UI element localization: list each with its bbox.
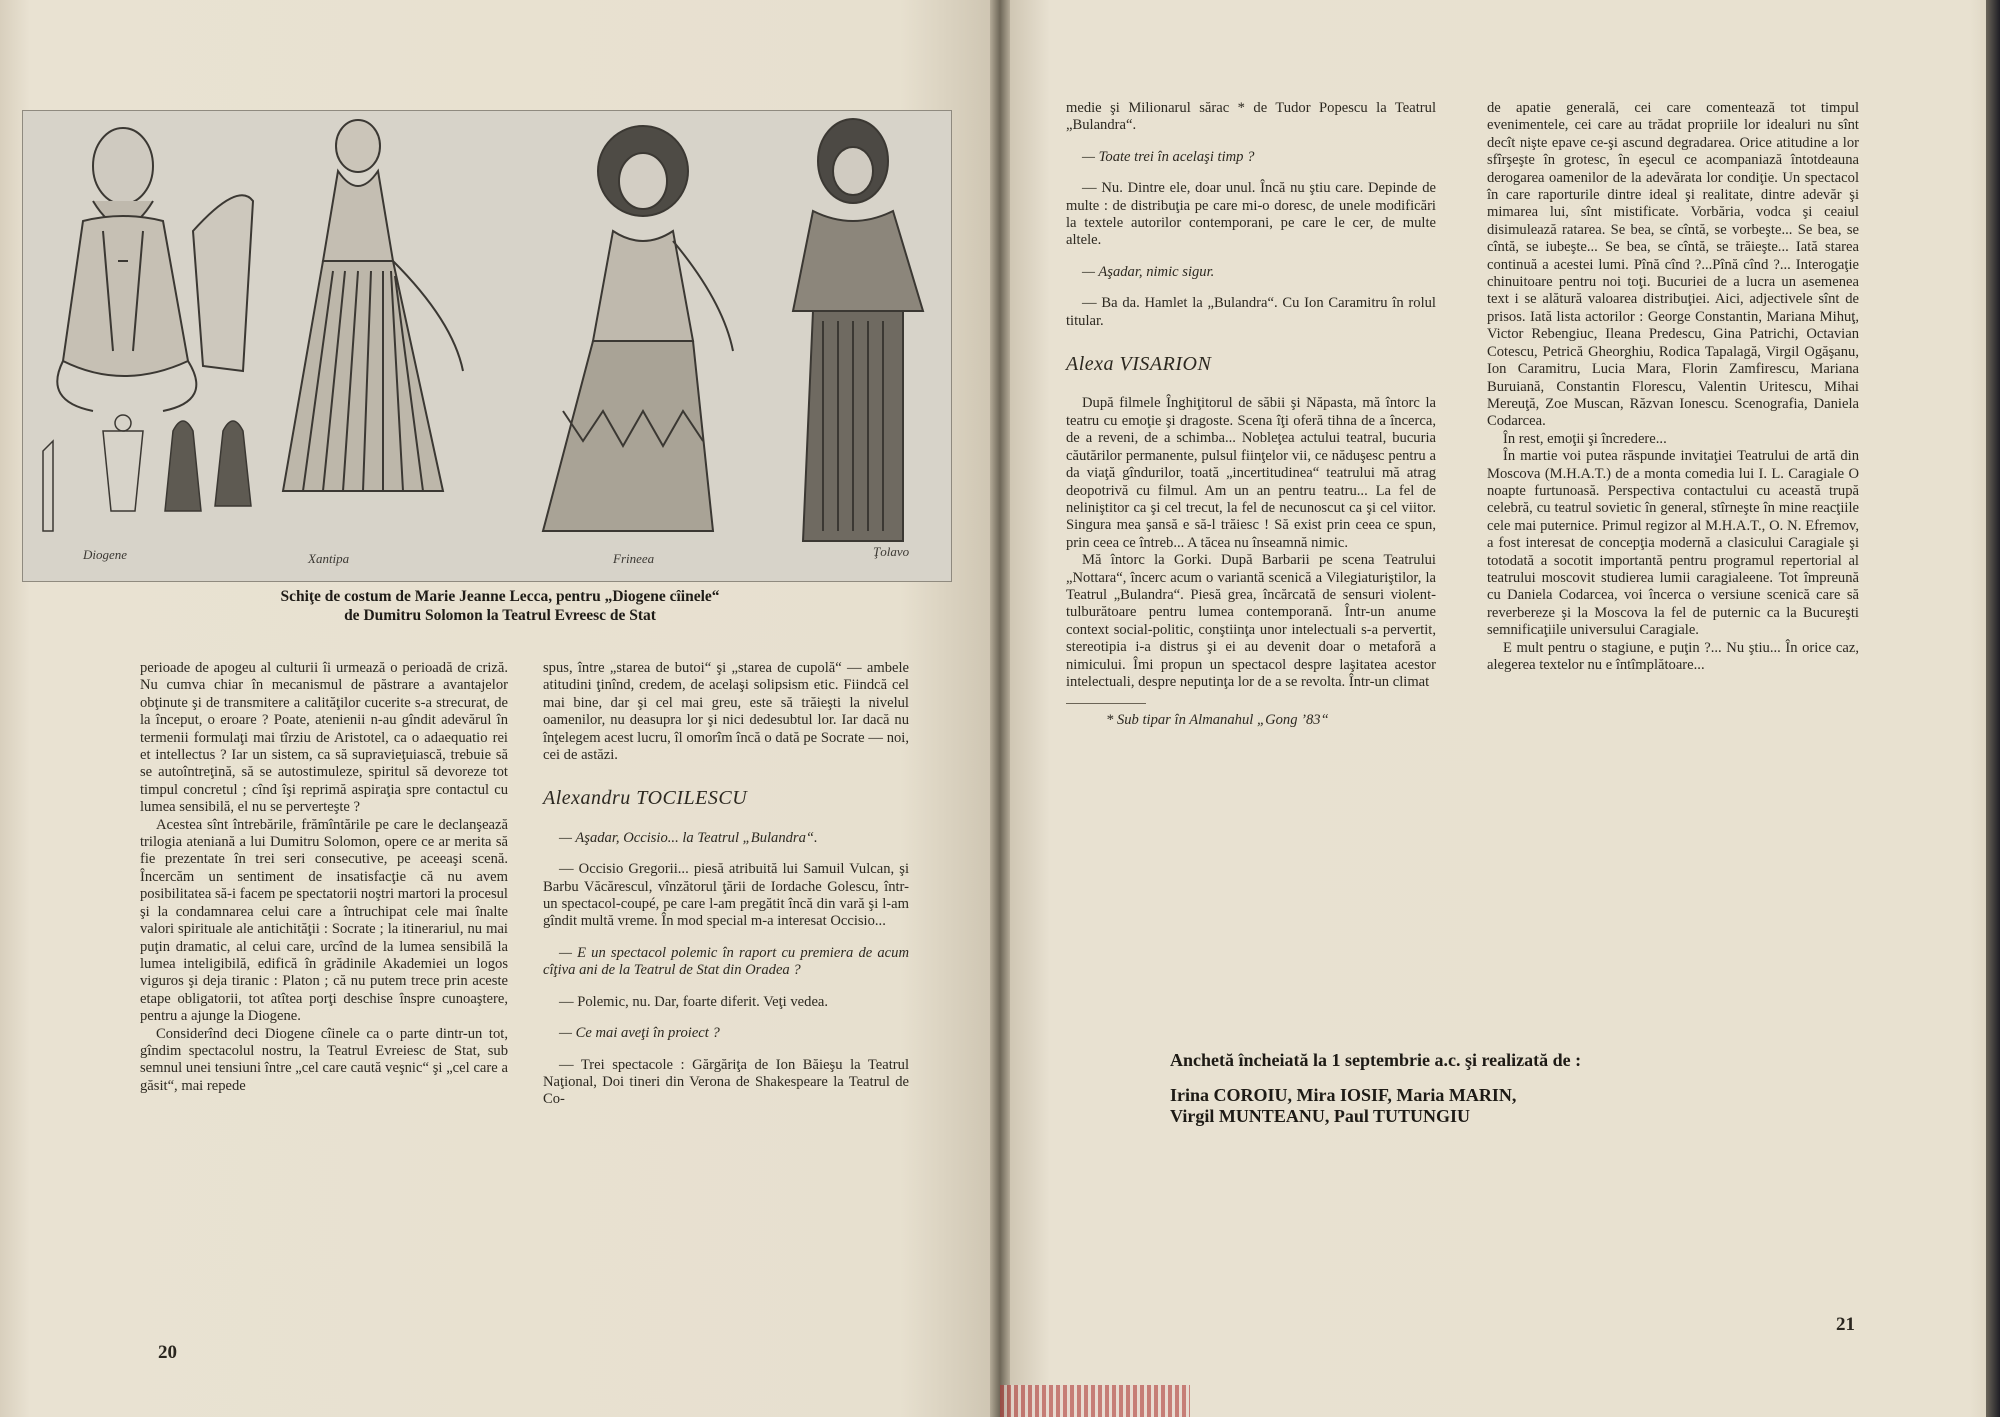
col3-dialogue-4: — Aşadar, nimic sigur.: [1082, 263, 1215, 280]
binding-thread: [1000, 1385, 1190, 1417]
sketch-accessory: [193, 195, 253, 371]
signoff-heading: Anchetă încheiată la 1 septembrie a.c. şi realizată de :: [1170, 1050, 1582, 1070]
left-page: [0, 0, 990, 1417]
book-edge: [1986, 0, 2000, 1417]
sketch-label-2: Xantipa: [308, 551, 350, 566]
col1-paragraph-3: Considerînd deci Diogene cîinele ca o parte dintr-un tot, gîndim spectacolul nostru, la Teatrul Evreiesc de Stat, sub semnul unei tensiuni între „cel care caută veşnic“ şi „cel care a găsit“, mai repede: [140, 1025, 508, 1094]
col4-paragraph-3: În martie voi putea răspunde invitaţiei Teatrului de artă din Moscova (M.H.A.T.) de a monta comedia lui I. L. Caragiale O noapte furtunoasă. Perspectiva contactului cu această trupă celebră, cu teatrul sovietic în general, stîrneşte în mine reacţiile cele mai puternice. Primul regizor al M.H.A.T., O. N. Efremov, a fost interesat de concepţia modernă a clasicului Caragiale şi totodată a socotit importantă pentru programul repertorial al teatrului moscovit studierea lumii caragialeene. Tot împreună cu Daniela Codarcea, voi încerca o versiune scenică care să reverbereze şi la Moscova la fel de puternic ca la Bucureşti semnificaţiile universului Caragiale.: [1487, 448, 1859, 639]
column-2: [543, 660, 909, 1109]
footnote-rule: [1066, 703, 1146, 704]
col4-paragraph-4: E mult pentru o stagiune, e puţin ?... Nu ştiu... În orice caz, alegerea textelor nu e întîmplătoare...: [1487, 639, 1859, 673]
column-1: [140, 660, 508, 1095]
col1-paragraph-1: perioade de apogeu al culturii îi urmează o perioadă de criză. Nu cumva chiar în mecanismul de păstrare a avantajelor obţinute şi de transmitere a calităţilor cucerite s-a strecurat, de la început, o eroare ? Poate, atenienii n-au gîndit adevărul în termenii formulaţi mai tîrziu de Aristotel, ca o adaequatio rei et intellectus ? Iar un sistem, ca să supravieţuiască, trebuie să se autoîntreţină, să se autostimuleze, spiritul să devoreze tot timpul concretul ; cînd îşi reprimă aspiraţia spre contactul cu lumea sensibilă, el nu se perverteşte ?: [140, 660, 508, 816]
col2-dialogue-6: — Trei spectacole : Gărgăriţa de Ion Băieşu la Teatrul Naţional, Doi tineri din Verona de Shakespeare la Teatrul de Co-: [543, 1056, 909, 1108]
col2-dialogue-3: — E un spectacol polemic în raport cu premiera de acum cîţiva ani de la Teatrul de Stat din Oradea ?: [543, 944, 909, 979]
column-3: [1066, 100, 1436, 730]
signoff-names-line-1: Irina COROIU, Mira IOSIF, Maria MARIN,: [1170, 1085, 1517, 1105]
sketch-label-4: Ţolavo: [873, 544, 910, 559]
col1-paragraph-2: Acestea sînt întrebările, frămîntările pe care le declanşează trilogia ateniană a lui Dumitru Solomon, opere ce ar merita să fie prezentate în trei seri consecutive, pe aceeaşi scenă. Încercăm un sentiment de insatisfacţie că nu avem posibilitatea să-i facem pe spectatorii noştri martori la procesul şi la condamnarea celui care a întruchipat cele mai înalte valori spirituale ale antichităţii : Socrate ; la itinerariul, nu mai puţin dramatic, al celui care, urcînd de la lumea sensibilă la lumea inteligibilă, edifică în grădinile Akademiei un logos viguros şi deja tiranic : Platon ; că nu putem trece prin aceste etape obligatorii, tot atîtea porţi deschise înspre cunoaştere, pentru a ajunge la Diogene.: [140, 816, 508, 1025]
footnote: * Sub tipar în Almanahul „Gong ’83“: [1106, 712, 1329, 729]
signoff-names-line-2: Virgil MUNTEANU, Paul TUTUNGIU: [1170, 1106, 1471, 1126]
sketch-label-3: Frineea: [613, 551, 655, 566]
author-tocilescu: Alexandru TOCILESCU: [543, 787, 748, 810]
col2-intro: spus, între „starea de butoi“ şi „starea de cupolă“ — ambele atitudini ţinînd, credem, de acelaşi solipsism etic. Fiindcă cel mai bine, dar şi cel mai greu, este să trăieşti la nivelul oamenilor, nu deasupra lor şi nici dedesubtul lor. Iar dacă nu înţelegem acest lucru, îl omorîm încă o dată pe Socrate — noi, cei de astăzi.: [543, 660, 909, 764]
col3-paragraph-1: După filmele Înghiţitorul de săbii şi Năpasta, mă întorc la teatru cu emoţie şi dragoste. Scena îţi oferă tihna de a încerca, de a reveni, de a schimba... Nobleţea actului teatral, bucuria căutărilor permanente, pulsul fiinţelor vii, ce năduşesc pentru a da viaţă gîndurilor, toată „incertitudinea“ teatrului mă atrag deopotrivă cu filmul. Am un an pentru teatru... La fel de neliniştitor ca şi cel trecut, la fel de necunoscut ca şi cel viitor. Singura mea şansă e să-l trăiesc ! Să exist prin ceea ce spun, prin ceea ce întreb... A tăcea nu înseamnă nimic.: [1066, 395, 1436, 551]
sketch-label-1: Diogene: [83, 547, 128, 562]
col4-paragraph-1: de apatie generală, cei care comentează tot timpul evenimentele, cei care au trădat propriile lor idealuri nu sînt decît nişte epave ce-şi ascund degradarea. Orice atitudine a lor sfîrşeşte în grotesc, în eşecul ce acompaniază întotdeauna derogarea oamenilor de la adevărata lor condiţie. Un spectacol în care raporturile dintre ideal şi realitate, dintre adevăr şi mimarea lui, sînt mistificate. Vorbăria, vodca şi ceaiul disimulează ratarea. Se bea, se cîntă, se vorbeşte... Se bea, se cîntă, se iubeşte... Se bea, se cîntă, se trăieşte... Iată starea continuă a acestei lumi. Pînă cînd ?...Pînă cînd ?... Interogaţie chinuitoare pentru noi toţi. Bucuriei de a lucra un asemenea text i se alătură valoarea distribuţiei. Aici, adjectivele sînt de prisos. Iată lista actorilor : George Constantin, Mariana Mihuţ, Victor Rebengiuc, Ileana Predescu, Gina Patrichi, Octavian Cotescu, Petrică Gheorghiu, Rodica Tapalagă, Virgil Ogăşanu, Ion Caramitru, Lucia Mara, Florin Zamfirescu, Mariana Buruiană, Constantin Florescu, Valentin Uritescu, Mihai Mereuţă, Zoe Muscan, Răzvan Ionescu. Scenografia, Daniela Codarcea.: [1487, 100, 1859, 430]
page-number-right: 21: [1836, 1314, 1855, 1335]
survey-signoff: [1170, 1050, 1690, 1127]
page-number-left: 20: [158, 1342, 177, 1363]
figure-caption: [140, 587, 860, 625]
caption-line-2: de Dumitru Solomon la Teatrul Evreesc de Stat: [344, 607, 656, 624]
col3-dialogue-2: — Toate trei în acelaşi timp ?: [1082, 148, 1255, 165]
caption-line-1: Schiţe de costum de Marie Jeanne Lecca, pentru „Diogene cîinele“: [280, 588, 720, 605]
col3-dialogue-1: medie şi Milionarul sărac * de Tudor Popescu la Teatrul „Bulandra“.: [1066, 100, 1436, 134]
col2-dialogue-1: — Aşadar, Occisio... la Teatrul „Bulandra“.: [559, 829, 818, 846]
col3-dialogue-5: — Ba da. Hamlet la „Bulandra“. Cu Ion Caramitru în rolul titular.: [1066, 295, 1436, 329]
author-visarion: Alexa VISARION: [1066, 353, 1212, 376]
book-gutter: [990, 0, 1010, 1417]
col4-paragraph-2: În rest, emoţii şi încredere...: [1503, 430, 1667, 447]
col2-dialogue-2: — Occisio Gregorii... piesă atribuită lui Samuil Vulcan, şi Barbu Văcărescul, vînzătorul ţării de Iordache Golescu, într-un spectacol-coupé, pe care l-am pregătit încă din vară şi l-am gîndit multă vreme. În mod special m-a interesat Occisio...: [543, 861, 909, 930]
col2-dialogue-5: — Ce mai aveţi în proiect ?: [559, 1025, 720, 1042]
col3-dialogue-3: — Nu. Dintre ele, doar unul. Încă nu ştiu care. Depinde de multe : de distribuţia pe care mi-o doresc, de unele modificări la textele autorilor contemporani, pe care le cer, de multe altele.: [1066, 180, 1436, 249]
column-4: [1487, 100, 1859, 674]
col3-paragraph-2: Mă întorc la Gorki. După Barbarii pe scena Teatrului „Nottara“, încerc acum o variantă scenică a Vilegiaturiştilor, la Teatrul „Bulandra“. Piesă grea, încărcată de sensuri violent-tulburătoare pentru lumea contemporană. Într-un anume context social-politic, conştiinţa unor intelectuali s-a pervertit, stereotipia i-a distrus şi ei au devenit doar o metaforă a nimicului. Îmi propun un spectacol despre laşitatea acestor intelectuali, despre neputinţa lor de a se revolta. Într-un climat: [1066, 552, 1436, 690]
col2-dialogue-4: — Polemic, nu. Dar, foarte diferit. Veţi vedea.: [559, 993, 829, 1010]
costume-sketch-drawing: [23, 111, 951, 581]
costume-sketch-illustration: [22, 110, 952, 582]
